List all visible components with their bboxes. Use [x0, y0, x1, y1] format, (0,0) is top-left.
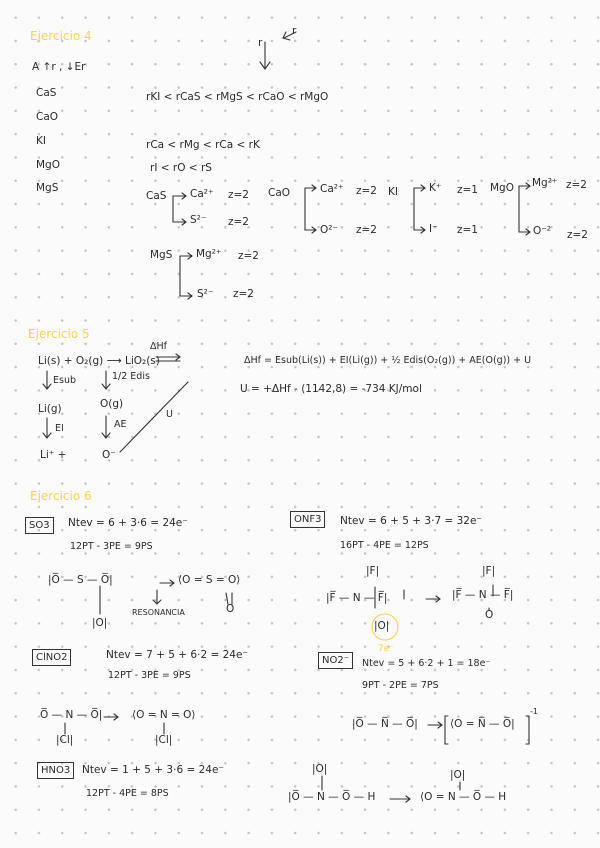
ki-z-cation: z=1: [457, 184, 478, 196]
ej5-reaction: Li(s) + O₂(g) ⟶ LiO₂(s): [38, 355, 160, 367]
ej5-equation-2: U = +ΔHf - (1142,8) = -734 KJ/mol: [240, 383, 422, 395]
ej5-equation-1: ΔHf = Esub(Li(s)) + EI(Li(g)) + ½ Edis(O₂(g)) + AE(O(g)) + U: [244, 355, 532, 366]
hno3-o-top-right: |O|: [450, 769, 466, 781]
mgo-z-cation: z=2: [566, 179, 587, 191]
onf3-pairs: 16PT - 4PE = 12PS: [340, 540, 429, 551]
onf3-o-right: O: [485, 609, 494, 621]
no2-structure-left: |O̅ — N̅ — O̅|: [352, 718, 418, 730]
so3-box: SO3: [25, 517, 54, 534]
ki-cation: K⁺: [429, 182, 442, 194]
ej4-order-2: rCa < rMg < rCa < rK: [146, 139, 260, 151]
no2-box: NO2⁻: [318, 652, 353, 669]
ej5-dhf-label: ΔHf: [150, 341, 167, 352]
no2-structure-right: ⟨O = N̅ — O̅|: [450, 718, 515, 730]
ki-anion: I⁻: [429, 223, 438, 235]
cao-anion: O²⁻: [320, 224, 339, 236]
clno2-cl-left: |Cl|: [56, 734, 74, 746]
onf3-box: ONF3: [290, 511, 325, 528]
hno3-box: HNO3: [37, 762, 74, 779]
so3-resonancia: RESONANCIA: [132, 608, 185, 617]
ki-label: KI: [388, 186, 398, 198]
mgs-anion: S²⁻: [197, 288, 214, 300]
mgo-label: MgO: [490, 182, 514, 194]
so3-pairs: 12PT - 3PE = 9PS: [70, 541, 153, 552]
onf3-ntev: Ntev = 6 + 5 + 3·7 = 32e⁻: [340, 515, 482, 527]
cas-label: CaS: [146, 190, 167, 202]
hno3-structure-left: |O̅ — N — O̅ — H: [288, 791, 376, 803]
hno3-structure-right: ⟨O = N — O̅ — H: [420, 791, 507, 803]
onf3-structure-left: |F̅ — N — F̅|: [326, 592, 388, 604]
ej5-ae: AE: [114, 419, 127, 430]
clno2-cl-right: |Cl|: [155, 734, 173, 746]
ej4-r-top: r: [292, 25, 297, 37]
no2-charge: -1: [530, 707, 538, 716]
ej5-li-plus: Li⁺ +: [40, 449, 67, 461]
cao-z-cation: z=2: [356, 185, 377, 197]
clno2-box: ClNO2: [32, 649, 71, 666]
clno2-structure-left: O̅ — N — O̅|: [40, 709, 103, 721]
ej5-o-minus: O⁻: [102, 449, 116, 461]
ej5-u-label: U: [166, 409, 173, 420]
ej4-compound-3: KI: [36, 135, 46, 147]
mgs-label: MgS: [150, 249, 173, 261]
mgo-anion: O⁻²: [533, 225, 552, 237]
ej5-title: Ejercicio 5: [28, 327, 90, 341]
onf3-structure-right: |F̅ — N — F̅|: [452, 589, 514, 601]
ej4-compound-5: MgS: [36, 182, 59, 194]
mgo-cation: Mg²⁺: [532, 177, 558, 189]
ej4-r-left: r: [258, 37, 263, 49]
ej6-title: Ejercicio 6: [30, 489, 92, 503]
mgo-z-anion: z=2: [567, 229, 588, 241]
ej5-li-g: Li(g): [38, 403, 62, 415]
ej4-order-3: rI < rO < rS: [150, 162, 212, 174]
hno3-o-top-left: |O|: [312, 763, 328, 775]
ej5-esub: Esub: [53, 375, 77, 386]
mgs-z-anion: z=2: [233, 288, 254, 300]
so3-structure-right: ⟨O = S = O⟩: [178, 574, 241, 586]
onf3-note: 7e⁻: [378, 644, 395, 654]
hno3-ntev: Ntev = 1 + 5 + 3·6 = 24e⁻: [82, 764, 224, 776]
ki-z-anion: z=1: [457, 224, 478, 236]
clno2-ntev: Ntev = 7 + 5 + 6·2 = 24e⁻: [106, 649, 248, 661]
so3-o-bottom-right: O: [226, 603, 235, 615]
ej5-half-edis: 1/2 Edis: [112, 371, 150, 382]
ej5-o-g: O(g): [100, 398, 124, 410]
ej4-order-1: rKI < rCaS < rMgS < rCaO < rMgO: [146, 91, 329, 103]
onf3-f-top-right: |F|: [482, 565, 496, 577]
ej4-compound-4: MgO: [36, 159, 60, 171]
cas-cation: Ca²⁺: [190, 188, 214, 200]
clno2-pairs: 12PT - 3PE = 9PS: [108, 670, 191, 681]
mgs-cation: Mg²⁺: [196, 248, 222, 260]
so3-ntev: Ntev = 6 + 3·6 = 24e⁻: [68, 517, 188, 529]
cas-z-cation: z=2: [228, 189, 249, 201]
cao-z-anion: z=2: [356, 224, 377, 236]
ej4-compound-1: CaS: [36, 87, 57, 99]
ej4-title: Ejercicio 4: [30, 29, 92, 43]
no2-pairs: 9PT - 2PE = 7PS: [362, 680, 439, 691]
onf3-o-circled: |O|: [374, 620, 390, 632]
cao-cation: Ca²⁺: [320, 183, 344, 195]
ej5-ei: EI: [55, 423, 64, 434]
cas-z-anion: z=2: [228, 216, 249, 228]
hno3-pairs: 12PT - 4PE = 8PS: [86, 788, 169, 799]
no2-ntev: Ntev = 5 + 6·2 + 1 = 18e⁻: [362, 658, 491, 669]
ej4-compound-2: CaO: [36, 111, 59, 123]
cas-anion: S²⁻: [190, 214, 207, 226]
so3-o-bottom-left: |O|: [92, 617, 108, 629]
mgs-z-cation: z=2: [238, 250, 259, 262]
cao-label: CaO: [268, 187, 291, 199]
ej4-trend: A ↑r , ↓Er: [32, 61, 86, 73]
onf3-f-top-left: |F|: [366, 565, 380, 577]
clno2-structure-right: ⟨O = N = O⟩: [132, 709, 196, 721]
so3-structure-left: |O̅ — S — O̅|: [48, 574, 113, 586]
